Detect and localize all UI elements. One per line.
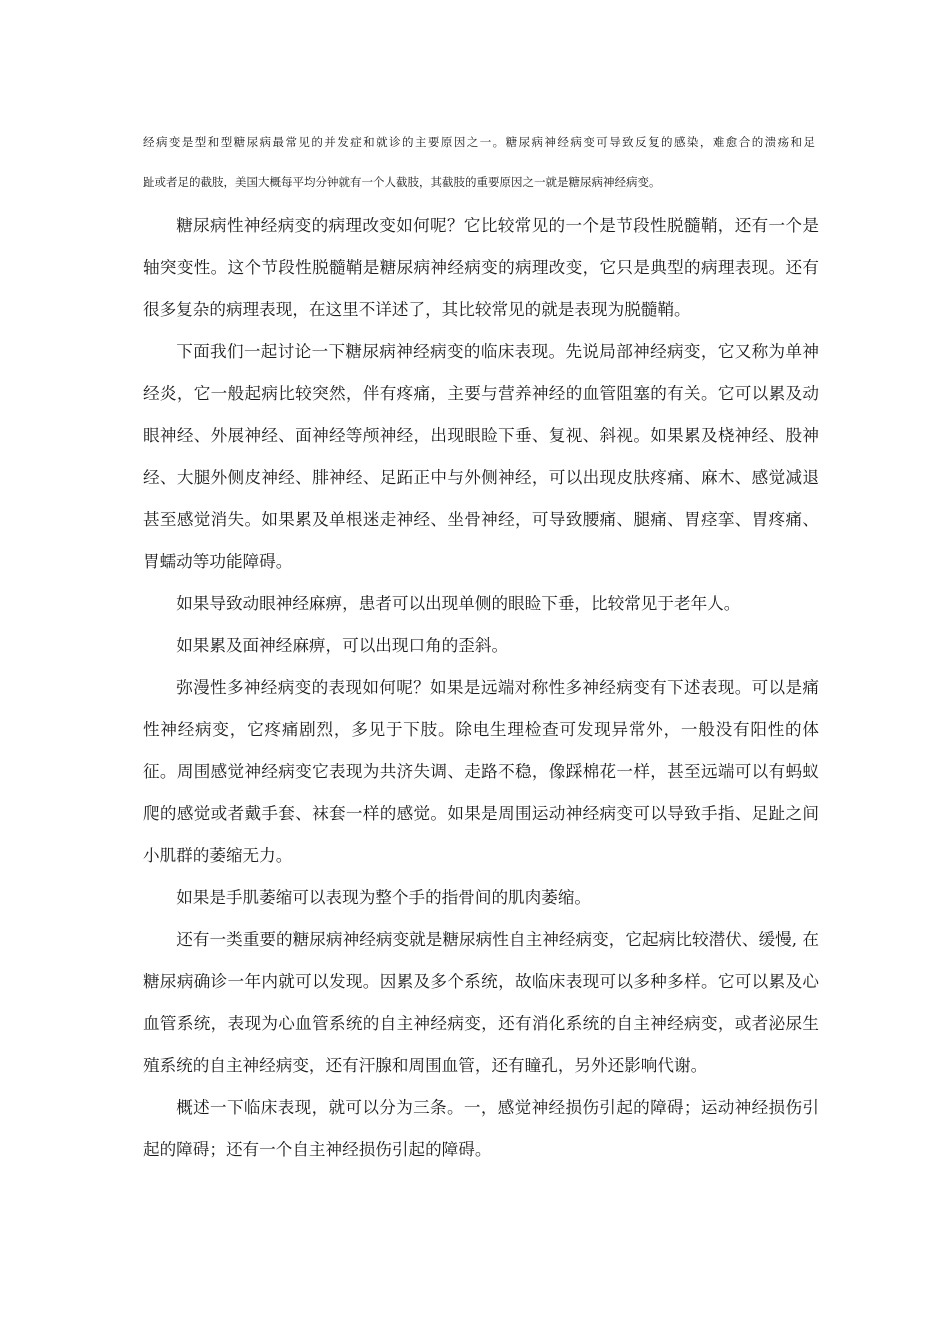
intro-line-1: 经病变是型和型糖尿病最常见的并发症和就诊的主要原因之一。糖尿病神经病变可导致反复的感染，难愈合的溃疡和足 <box>143 135 815 149</box>
intro-paragraph <box>143 122 815 202</box>
paragraph-autonomic: 还有一类重要的糖尿病神经病变就是糖尿病性自主神经病变，它起病比较潜伏、缓慢, 在糖尿病确诊一年内就可以发现。因累及多个系统，故临床表现可以多种多样。它可以累及心血管系统，表现为心血管系统的自主神经病变，还有消化系统的自主神经病变，或者泌尿生殖系统的自主神经病变，还有汗腺和周围血管，还有瞳孔，另外还影响代谢。 <box>143 930 819 1075</box>
intro-line-2: 趾或者足的截肢，美国大概每平均分钟就有一个人截肢，其截肢的重要原因之一就是糖尿病神经病变。 <box>143 175 661 189</box>
paragraph-hand-atrophy: 如果是手肌萎缩可以表现为整个手的指骨间的肌肉萎缩。 <box>176 888 592 907</box>
paragraph-diffuse: 弥漫性多神经病变的表现如何呢？如果是远端对称性多神经病变有下述表现。可以是痛性神经病变，它疼痛剧烈，多见于下肢。除电生理检查可发现异常外，一般没有阳性的体征。周围感觉神经病变它表现为共济失调、走路不稳，像踩棉花一样，甚至远端可以有蚂蚁爬的感觉或者戴手套、袜套一样的感觉。如果是周围运动神经病变可以导致手指、足趾之间小肌群的萎缩无力。 <box>143 678 819 865</box>
document-body <box>143 205 819 1171</box>
paragraph-facial: 如果累及面神经麻痹，可以出现口角的歪斜。 <box>176 636 509 655</box>
paragraph-summary: 概述一下临床表现，就可以分为三条。一，感觉神经损伤引起的障碍；运动神经损伤引起的障碍；还有一个自主神经损伤引起的障碍。 <box>143 1098 819 1159</box>
paragraph-clinical-local: 下面我们一起讨论一下糖尿病神经病变的临床表现。先说局部神经病变，它又称为单神经炎，它一般起病比较突然，伴有疼痛，主要与营养神经的血管阻塞的有关。它可以累及动眼神经、外展神经、面神经等颅神经，出现眼睑下垂、复视、斜视。如果累及桡神经、股神经、大腿外侧皮神经、腓神经、足跖正中与外侧神经，可以出现皮肤疼痛、麻木、感觉减退甚至感觉消失。如果累及单根迷走神经、坐骨神经，可导致腰痛、腿痛、胃痉挛、胃疼痛、胃蠕动等功能障碍。 <box>143 342 819 571</box>
paragraph-pathology: 糖尿病性神经病变的病理改变如何呢？它比较常见的一个是节段性脱髓鞘，还有一个是轴突变性。这个节段性脱髓鞘是糖尿病神经病变的病理改变，它只是典型的病理表现。还有很多复杂的病理表现，在这里不详述了，其比较常见的就是表现为脱髓鞘。 <box>143 216 819 319</box>
paragraph-oculomotor: 如果导致动眼神经麻痹，患者可以出现单侧的眼睑下垂，比较常见于老年人。 <box>176 594 741 613</box>
